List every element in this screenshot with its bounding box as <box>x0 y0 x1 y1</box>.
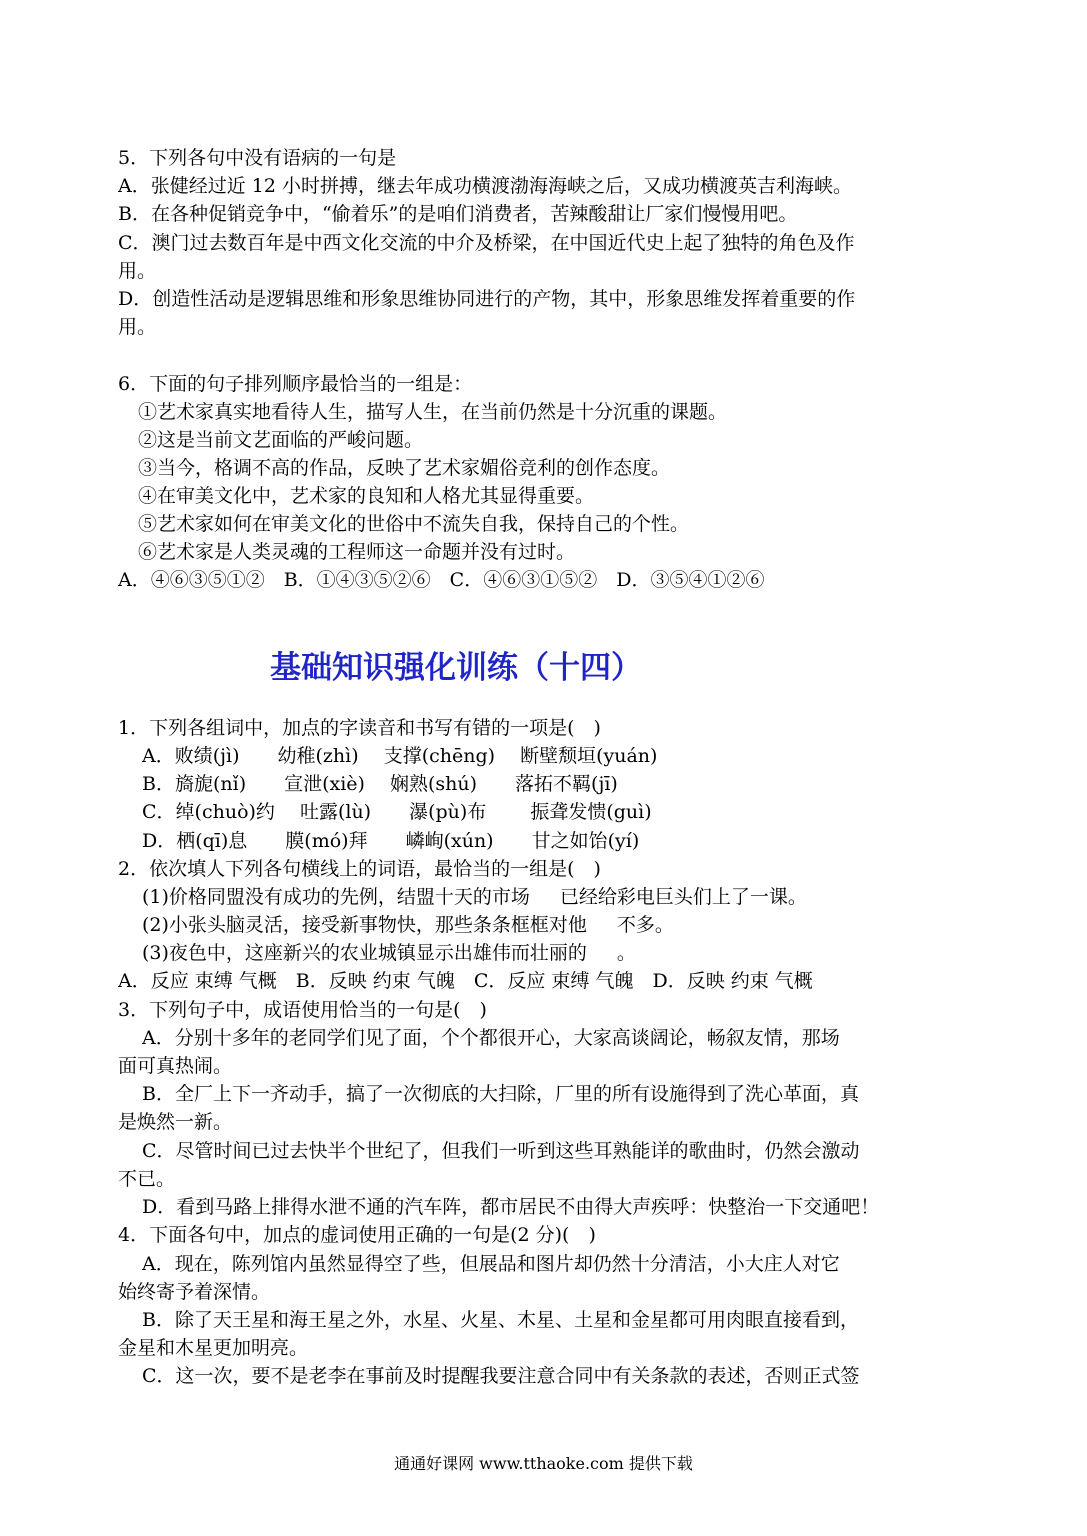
q2-sentence-3-before: (3)夜色中，这座新兴的农业城镇显示出雄伟而壮丽的 <box>142 942 587 964</box>
q3-option-c-line2: 不已。 <box>118 1168 176 1190</box>
q6-sentence-6: ⑥艺术家是人类灵魂的工程师这一命题并没有过时。 <box>138 541 576 563</box>
q6-sentence-4: ④在审美文化中，艺术家的良知和人格尤其显得重要。 <box>138 485 595 507</box>
q2-options: A．反应 束缚 气概 B．反映 约束 气魄 C．反应 束缚 气魄 D．反映 约束 气概 <box>118 970 813 992</box>
q2-sentence-2 <box>142 911 1002 939</box>
q4-stem: 4．下面各句中，加点的虚词使用正确的一句是(2 分)( ) <box>118 1224 596 1246</box>
q2-sentence-3-after: 。 <box>616 942 636 964</box>
q6-sentence-3: ③当今，格调不高的作品，反映了艺术家媚俗竞利的创作态度。 <box>138 457 671 479</box>
q6-sentence-2: ②这是当前文艺面临的严峻问题。 <box>138 429 424 451</box>
q6-sentence-5: ⑤艺术家如何在审美文化的世俗中不流失自我，保持自己的个性。 <box>138 513 690 535</box>
q2-sentence-3 <box>142 939 1002 967</box>
q5-option-a: A．张健经过近 12 小时拼搏，继去年成功横渡渤海海峡之后，又成功横渡英吉利海峡。 <box>118 175 852 197</box>
q5-option-c-line1: C．澳门过去数百年是中西文化交流的中介及桥梁，在中国近代史上起了独特的角色及作 <box>118 232 855 254</box>
q3-option-b-line2: 是焕然一新。 <box>118 1111 233 1133</box>
q5-stem: 5．下列各句中没有语病的一句是 <box>118 147 397 169</box>
q2-sentence-1 <box>142 883 1002 911</box>
q3-option-a-line2: 面可真热闹。 <box>118 1055 233 1077</box>
q1-option-b: B．旖旎(nǐ) 宣泄(xiè) 娴熟(shú) 落拓不羁(jī) <box>142 773 618 795</box>
q4-option-b-line2: 金星和木星更加明亮。 <box>118 1337 309 1359</box>
q6-sentence-1: ①艺术家真实地看待人生，描写人生，在当前仍然是十分沉重的课题。 <box>138 401 728 423</box>
q4-option-a-line2: 始终寄予着深情。 <box>118 1281 271 1303</box>
q3-option-b-line1: B．全厂上下一齐动手，搞了一次彻底的大扫除，厂里的所有设施得到了洗心革面，真 <box>142 1083 859 1105</box>
q2-stem: 2．依次填人下列各句横线上的词语，最恰当的一组是( ) <box>118 858 601 880</box>
q1-option-d: D．栖(qī)息 膜(mó)拜 嶙峋(xún) 甘之如饴(yí) <box>142 830 640 852</box>
q6-stem: 6．下面的句子排列顺序最恰当的一组是： <box>118 373 473 395</box>
q2-sentence-2-after: 不多。 <box>616 914 674 936</box>
q1-option-a: A．败绩(jì) 幼稚(zhì) 支撑(chēng) 断壁颓垣(yuán) <box>142 745 658 767</box>
q2-sentence-1-after: 已经给彩电巨头们上了一课。 <box>559 886 807 908</box>
q6-options: A．④⑥③⑤①② B．①④③⑤②⑥ C．④⑥③①⑤② D．③⑤④①②⑥ <box>118 569 765 591</box>
q4-option-a-line1: A．现在，陈列馆内虽然显得空了些，但展品和图片却仍然十分清洁，小大庄人对它 <box>142 1253 840 1275</box>
q5-option-b: B．在各种促销竞争中，“偷着乐”的是咱们消费者，苦辣酸甜让厂家们慢慢用吧。 <box>118 203 798 225</box>
q2-sentence-1-before: (1)价格同盟没有成功的先例，结盟十天的市场 <box>142 886 530 908</box>
q3-stem: 3．下列句子中，成语使用恰当的一句是( ) <box>118 999 487 1021</box>
q5-option-d-line2: 用。 <box>118 316 157 338</box>
q4-option-b-line1: B．除了天王星和海王星之外，水星、火星、木星、土星和金星都可用肉眼直接看到， <box>142 1309 859 1331</box>
q5-option-d-line1: D．创造性活动是逻辑思维和形象思维协同进行的产物，其中，形象思维发挥着重要的作 <box>118 288 856 310</box>
q5-option-c-line2: 用。 <box>118 260 157 282</box>
q1-stem: 1．下列各组词中，加点的字读音和书写有错的一项是( ) <box>118 717 601 739</box>
q3-option-c-line1: C．尽管时间已过去快半个世纪了，但我们一听到这些耳熟能详的歌曲时，仍然会激动 <box>142 1140 860 1162</box>
q4-option-c-line1: C．这一次，要不是老李在事前及时提醒我要注意合同中有关条款的表述，否则正式签 <box>142 1365 860 1387</box>
q3-option-a-line1: A．分别十多年的老同学们见了面，个个都很开心，大家高谈阔论，畅叙友情，那场 <box>142 1027 840 1049</box>
q1-option-c: C．绰(chuò)约 吐露(lù) 瀑(pù)布 振聋发愦(guì) <box>142 801 652 823</box>
page-footer: 通通好课网 www.tthaoke.com 提供下载 <box>394 1454 693 1473</box>
q3-option-d: D．看到马路上排得水泄不通的汽车阵，都市居民不由得大声疾呼：快整治一下交通吧！ <box>142 1196 880 1218</box>
q2-sentence-2-before: (2)小张头脑灵活，接受新事物快，那些条条框框对他 <box>142 914 587 936</box>
section-title: 基础知识强化训练（十四） <box>270 650 642 686</box>
